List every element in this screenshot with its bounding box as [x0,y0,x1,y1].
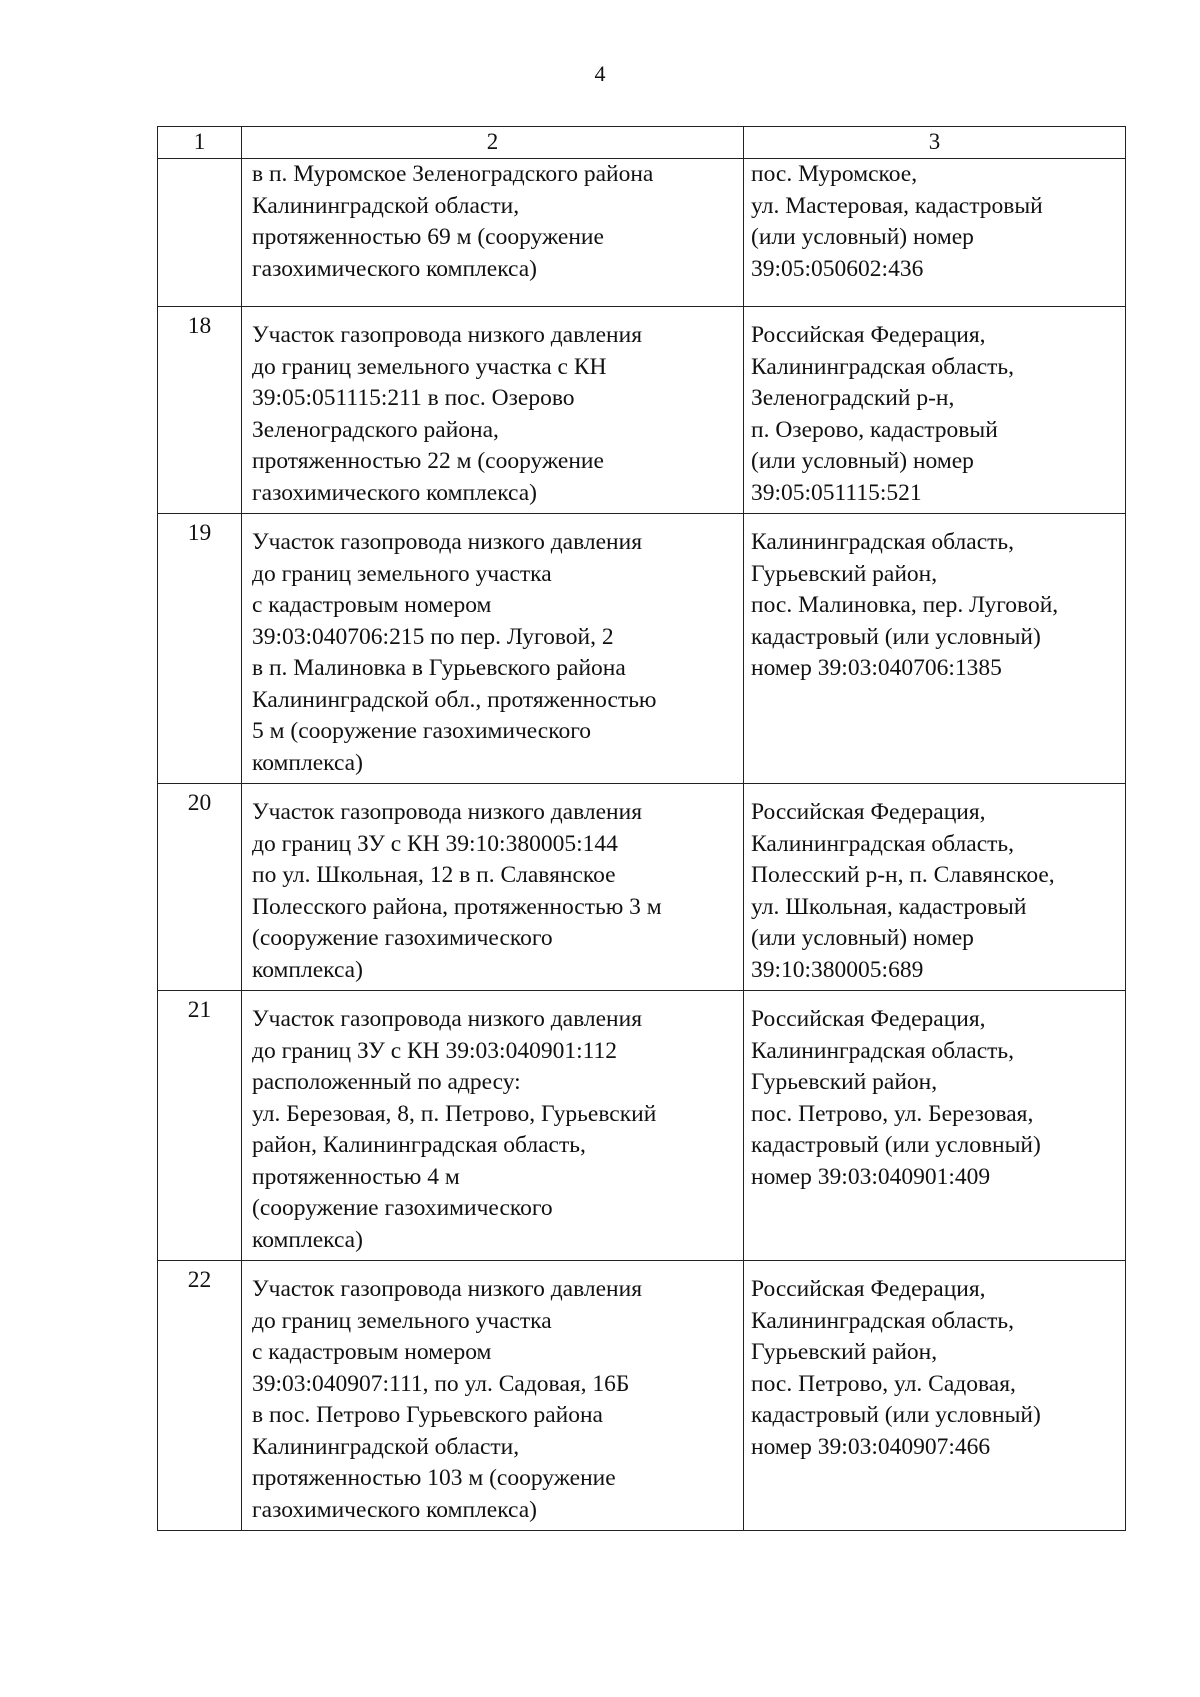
address-line: 39:05:051115:521 [751,479,922,506]
description-line: до границ земельного участка с КН [252,353,607,380]
address-line: кадастровый (или условный) [751,1132,1041,1158]
row-address [744,1261,1126,1531]
description-line: до границ земельного участка [252,1307,552,1334]
row-number: 20 [158,784,242,991]
row-number [158,159,242,307]
row-address [744,307,1126,514]
description-line: комплекса) [252,1226,363,1253]
description-line: комплекса) [252,956,363,983]
address-line: Калининградская область, [751,1037,1014,1064]
row-description [242,1261,744,1531]
address-line: п. Озерово, кадастровый [751,416,998,443]
address-line: 39:10:380005:689 [751,956,924,983]
address-line: Калининградская область, [751,830,1014,857]
description-line: в п. Малиновка в Гурьевского района [252,655,626,681]
row-address [744,784,1126,991]
address-line: ул. Школьная, кадастровый [751,893,1027,920]
description-line: протяженностью 103 м (сооружение [252,1465,616,1491]
description-line: по ул. Школьная, 12 в п. Славянское [252,862,616,888]
description-line: комплекса) [252,749,363,776]
table-header-row [158,127,1126,159]
row-description [242,514,744,784]
description-line: (сооружение газохимического [252,925,553,951]
row-number: 21 [158,991,242,1261]
address-line: Российская Федерация, [751,799,986,825]
description-line: (сооружение газохимического [252,1195,553,1221]
address-line: Калининградская область, [751,529,1014,555]
description-line: газохимического комплекса) [252,479,538,506]
description-line: до границ ЗУ с КН 39:03:040901:112 [252,1037,617,1064]
address-line: (или условный) номер [751,448,974,474]
row-description [242,159,744,307]
address-line: ул. Мастеровая, кадастровый [751,192,1043,219]
address-line: Российская Федерация, [751,322,986,348]
description-line: газохимического комплекса) [252,255,538,282]
description-line: Зеленоградского района, [252,416,499,443]
address-line: Полесский р-н, п. Славянское, [751,862,1055,888]
address-line: пос. Малиновка, пер. Луговой, [751,592,1059,618]
address-line: 39:05:050602:436 [751,255,924,282]
column-header-3: 3 [744,127,1126,159]
row-address [744,514,1126,784]
description-line: 5 м (сооружение газохимического [252,718,592,744]
column-header-2: 2 [242,127,744,159]
row-address [744,991,1126,1261]
description-line: Калининградской обл., протяженностью [252,686,657,713]
address-line: Калининградская область, [751,353,1014,380]
description-line: газохимического комплекса) [252,1496,538,1523]
description-line: в п. Муромское Зеленоградского района [252,161,654,187]
address-line: Зеленоградский р-н, [751,385,955,411]
address-line: Российская Федерация, [751,1006,986,1032]
address-line: номер 39:03:040706:1385 [751,655,1002,681]
description-line: 39:03:040706:215 по пер. Луговой, 2 [252,623,614,650]
address-line: номер 39:03:040901:409 [751,1163,991,1190]
address-line: пос. Муромское, [751,161,918,187]
description-line: с кадастровым номером [252,1339,492,1365]
description-line: Калининградской области, [252,192,520,219]
description-line: в пос. Петрово Гурьевского района [252,1402,603,1428]
column-header-1: 1 [158,127,242,159]
description-line: Полесского района, протяженностью 3 м [252,893,662,920]
description-line: ул. Березовая, 8, п. Петрово, Гурьевский [252,1100,657,1127]
address-line: пос. Петрово, ул. Березовая, [751,1100,1034,1127]
address-line: (или условный) номер [751,925,974,951]
table-row [158,1261,1126,1531]
description-line: до границ ЗУ с КН 39:10:380005:144 [252,830,618,857]
table-row [158,784,1126,991]
row-number: 19 [158,514,242,784]
row-description [242,307,744,514]
description-line: Участок газопровода низкого давления [252,529,643,555]
row-number: 18 [158,307,242,514]
description-line: 39:03:040907:111, по ул. Садовая, 16Б [252,1370,630,1397]
row-description [242,991,744,1261]
description-line: Калининградской области, [252,1433,520,1460]
description-line: Участок газопровода низкого давления [252,1276,643,1302]
address-line: кадастровый (или условный) [751,1402,1041,1428]
address-line: (или условный) номер [751,224,974,250]
description-line: расположенный по адресу: [252,1069,521,1095]
description-line: протяженностью 22 м (сооружение [252,448,604,474]
description-line: 39:05:051115:211 в пос. Озерово [252,385,575,411]
address-line: номер 39:03:040907:466 [751,1433,991,1460]
address-line: кадастровый (или условный) [751,623,1041,650]
address-line: пос. Петрово, ул. Садовая, [751,1370,1016,1397]
address-line: Гурьевский район, [751,560,938,587]
page-number: 4 [594,61,606,86]
table-row [158,159,1126,307]
row-number: 22 [158,1261,242,1531]
description-line: Участок газопровода низкого давления [252,322,643,348]
description-line: Участок газопровода низкого давления [252,1006,643,1032]
description-line: протяженностью 4 м [252,1163,460,1190]
description-line: район, Калининградская область, [252,1132,586,1158]
address-line: Гурьевский район, [751,1339,938,1365]
description-line: до границ земельного участка [252,560,552,587]
table-row [158,514,1126,784]
address-line: Гурьевский район, [751,1069,938,1095]
objects-table [157,126,1126,1531]
description-line: Участок газопровода низкого давления [252,799,643,825]
row-address [744,159,1126,307]
address-line: Калининградская область, [751,1307,1014,1334]
row-description [242,784,744,991]
description-line: протяженностью 69 м (сооружение [252,224,604,250]
table-row [158,307,1126,514]
description-line: с кадастровым номером [252,592,492,618]
address-line: Российская Федерация, [751,1276,986,1302]
table-row [158,991,1126,1261]
